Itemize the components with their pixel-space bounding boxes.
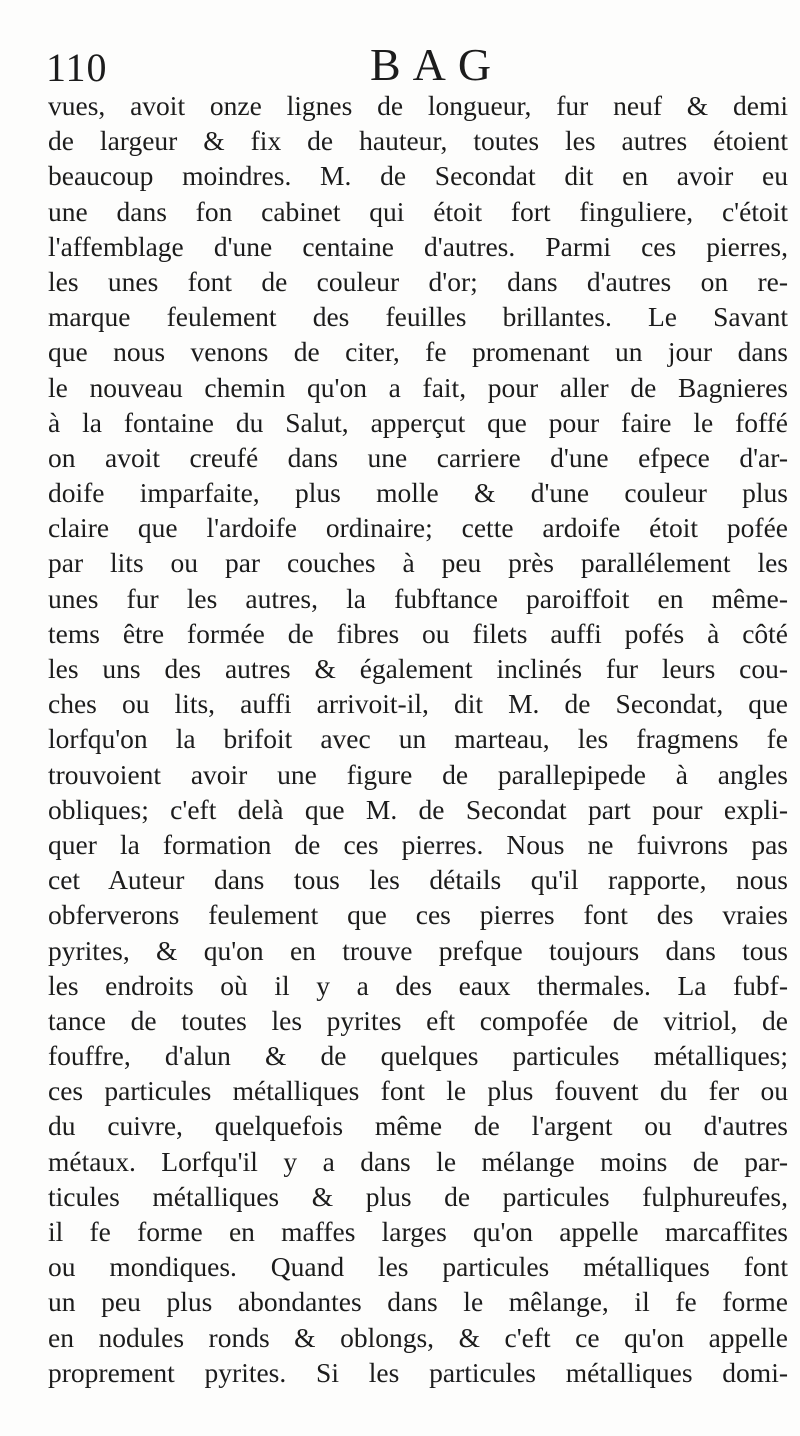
text-line: il fe forme en maffes larges qu'on appelle marcaffites (48, 1216, 788, 1247)
text-line: les endroits où il y a des eaux thermales. La fubf- (48, 969, 788, 1001)
text-line: par lits ou par couches à peu près parallélement les (48, 547, 788, 579)
text-line: les unes font de couleur d'or; dans d'autres on re- (48, 265, 788, 297)
text-line: cet Auteur dans tous les détails qu'il rapporte, nous (48, 864, 788, 896)
text-line: obferverons feulement que ces pierres font des vraies (48, 899, 788, 931)
text-line: pyrites, & qu'on en trouve prefque toujours dans tous (48, 934, 788, 966)
body-text (48, 88, 788, 1390)
text-line: lorfqu'on la brifoit avec un marteau, les fragmens fe (48, 723, 788, 755)
text-line: obliques; c'eft delà que M. de Secondat part pour expli- (48, 793, 788, 825)
text-line: les uns des autres & également inclinés fur leurs cou- (48, 653, 788, 684)
text-line: trouvoient avoir une figure de parallepipede à angles (48, 758, 788, 790)
text-line: à la fontaine du Salut, apperçut que pour faire le foffé (48, 406, 788, 438)
running-title: BAG (370, 39, 504, 90)
text-line: en nodules ronds & oblongs, & c'eft ce qu'on appelle (48, 1321, 788, 1353)
text-line: ces particules métalliques font le plus fouvent du fer ou (48, 1075, 788, 1107)
text-line: tance de toutes les pyrites eft compofée de vitriol, de (48, 1004, 788, 1036)
text-line: du cuivre, quelquefois même de l'argent ou d'autres (48, 1110, 788, 1142)
text-line: ches ou lits, auffi arrivoit-il, dit M. de Secondat, que (48, 688, 788, 720)
text-line: métaux. Lorfqu'il y a dans le mélange moins de par- (48, 1145, 788, 1177)
text-line: un peu plus abondantes dans le mêlange, il fe forme (48, 1286, 788, 1318)
text-line: beaucoup moindres. M. de Secondat dit en avoir eu (48, 160, 788, 192)
page-number: 110 (46, 45, 108, 90)
text-line: claire que l'ardoife ordinaire; cette ardoife étoit pofée (48, 512, 788, 544)
text-line: proprement pyrites. Si les particules métalliques domi- (48, 1356, 788, 1388)
text-line: marque feulement des feuilles brillantes. Le Savant (48, 301, 788, 333)
text-line: ticules métalliques & plus de particules fulphureufes, (48, 1180, 788, 1212)
text-line: fouffre, d'alun & de quelques particules métalliques; (48, 1040, 788, 1072)
text-line: unes fur les autres, la fubftance paroiffoit en même- (48, 582, 788, 614)
text-line: doife imparfaite, plus molle & d'une couleur plus (48, 477, 788, 509)
text-line: on avoit creufé dans une carriere d'une efpece d'ar- (48, 441, 788, 473)
text-line: que nous venons de citer, fe promenant un jour dans (48, 336, 788, 368)
text-line: le nouveau chemin qu'on a fait, pour aller de Bagnieres (48, 371, 788, 403)
text-line: l'affemblage d'une centaine d'autres. Parmi ces pierres, (48, 230, 788, 262)
running-head (46, 40, 776, 92)
text-line: vues, avoit onze lignes de longueur, fur neuf & demi (48, 90, 788, 121)
text-line: tems être formée de fibres ou filets auffi pofés à côté (48, 617, 788, 649)
text-line: quer la formation de ces pierres. Nous ne fuivrons pas (48, 828, 788, 860)
text-line: ou mondiques. Quand les particules métalliques font (48, 1251, 788, 1283)
text-line: une dans fon cabinet qui étoit fort finguliere, c'étoit (48, 195, 788, 227)
text-line: de largeur & fix de hauteur, toutes les autres étoient (48, 125, 788, 157)
